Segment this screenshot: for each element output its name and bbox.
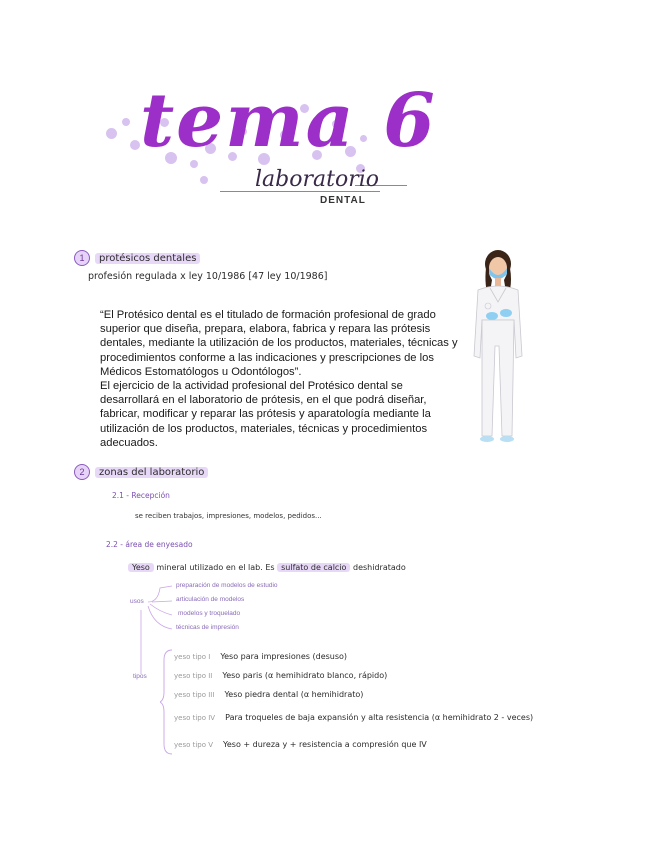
- section-1-heading: [74, 250, 200, 266]
- subsection-2-1-note: se reciben trabajos, impresiones, modelos, pedidos...: [135, 512, 322, 520]
- tipo-4-text: Para troqueles de baja expansión y alta resistencia (α hemihidrato 2 - veces): [225, 713, 534, 722]
- dentist-illustration: [462, 246, 532, 446]
- page-title: tema 6: [140, 78, 437, 164]
- subsection-2-2-title: 2.2 - área de enyesado: [106, 540, 193, 549]
- usos-label: usos: [130, 598, 144, 605]
- tipo-1-text: Yeso para impresiones (desuso): [220, 652, 348, 661]
- section-1-number: 1: [74, 250, 90, 266]
- uso-item-4: técnicas de impresión: [176, 624, 239, 631]
- tipo-row-2: [174, 671, 387, 680]
- uso-item-1: preparación de modelos de estudio: [176, 582, 278, 589]
- section-2-number: 2: [74, 464, 90, 480]
- subsection-2-1-title: 2.1 - Recepción: [112, 491, 170, 500]
- tipo-5-label: yeso tipo V: [174, 741, 214, 749]
- section-1-title: protésicos dentales: [95, 253, 200, 264]
- yeso-definition: [128, 563, 406, 572]
- tipo-4-label: yeso tipo IV: [174, 714, 216, 722]
- tipo-2-label: yeso tipo II: [174, 672, 213, 680]
- tipos-label: tipos: [133, 673, 147, 680]
- page-subsubtitle: DENTAL: [320, 195, 366, 206]
- section-2-heading: [74, 464, 208, 480]
- tipos-brace: [160, 648, 174, 756]
- yeso-definition-mid: mineral utilizado en el lab. Es: [156, 563, 275, 572]
- sulfato-highlight: sulfato de calcio: [277, 563, 350, 572]
- tipo-row-3: [174, 690, 363, 699]
- tipo-1-label: yeso tipo I: [174, 653, 211, 661]
- law-line: profesión regulada x ley 10/1986 [47 ley 10/1986]: [88, 271, 328, 282]
- tipo-row-1: [174, 652, 347, 661]
- yeso-definition-end: deshidratado: [353, 563, 406, 572]
- uso-item-3: modelos y troquelado: [178, 610, 241, 617]
- definition-quote: [100, 308, 460, 450]
- tipo-2-text: Yeso paris (α hemihidrato blanco, rápido): [222, 671, 388, 680]
- tipo-5-text: Yeso + dureza y + resistencia a compresión que IV: [223, 740, 427, 749]
- quote-paragraph-2: El ejercicio de la actividad profesional del Protésico dental se desarrollará en el laboratorio de prótesis, en el que podrá diseñar, fabricar, modificar y reparar las prótesis y aparatología mediante la utilización de los productos, materiales, técnicas y procedimientos adecuados.: [100, 380, 431, 449]
- page-subtitle: laboratorio: [255, 167, 379, 192]
- uso-item-2: articulación de modelos: [176, 596, 245, 603]
- tipo-row-4: [174, 713, 533, 722]
- quote-paragraph-1: “El Protésico dental es el titulado de formación profesional de grado superior que diseña, prepara, elabora, fabrica y repara las prótesis dentales, mediante la utilización de los productos, materiales, técnicas y procedimientos conforme a las indicaciones y prescripciones de los Médicos Estomatólogos u Odontólogos”.: [100, 309, 458, 378]
- section-2-title: zonas del laboratorio: [95, 467, 208, 478]
- tipo-3-label: yeso tipo III: [174, 691, 215, 699]
- yeso-highlight: Yeso: [128, 563, 154, 572]
- tipo-row-5: [174, 740, 427, 749]
- tipo-3-text: Yeso piedra dental (α hemihidrato): [224, 690, 364, 699]
